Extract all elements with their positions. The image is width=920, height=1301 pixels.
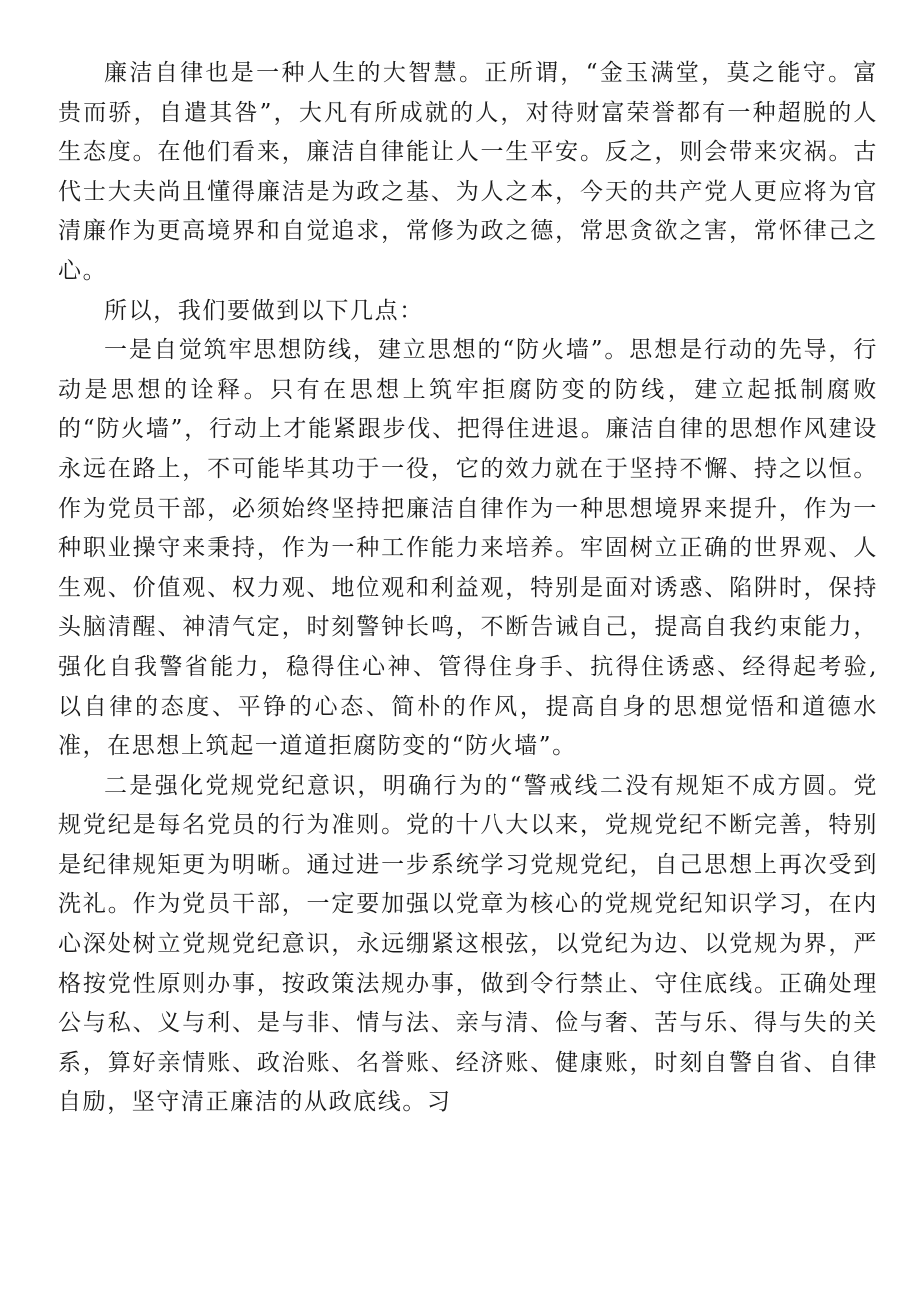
paragraph-4: 二是强化党规党纪意识，明确行为的“警戒线二没有规矩不成方圆。党规党纪是每名党员的行为准则。党的十八大以来，党规党纪不断完善，特别是纪律规矩更为明晰。通过进一步系统学习党规党纪，自己思想上再次受到洗礼。作为党员干部，一定要加强以党章为核心的党规党纪知识学习，在内心深处树立党规党纪意识，永远绷紧这根弦，以党纪为边、以党规为界，严格按党性原则办事，按政策法规办事，做到令行禁止、守住底线。正确处理公与私、义与利、是与非、情与法、亲与清、俭与奢、苦与乐、得与失的关系，算好亲情账、政治账、名誉账、经济账、健康账，时刻自警自省、自律自励，坚守清正廉洁的从政底线。习 <box>58 772 878 1116</box>
paragraph-3: 一是自觉筑牢思想防线，建立思想的“防火墙”。思想是行动的先导，行动是思想的诠释。只有在思想上筑牢拒腐防变的防线，建立起抵制腐败的“防火墙”，行动上才能紧跟步伐、把得住进退。廉洁自律的思想作风建设永远在路上，不可能毕其功于一役，它的效力就在于坚持不懈、持之以恒。作为党员干部，必须始终坚持把廉洁自律作为一种思想境界来提升，作为一种职业操守来秉持，作为一种工作能力来培养。牢固树立正确的世界观、人生观、价值观、权力观、地位观和利益观，特别是面对诱惑、陷阱时，保持头脑清醒、神清气定，时刻警钟长鸣，不断告诫自己，提高自我约束能力，强化自我警省能力，稳得住心神、管得住身手、抗得住诱惑、经得起考验,以自律的态度、平铮的心态、简朴的作风，提高自身的思想觉悟和道德水准，在思想上筑起一道道拒腐防变的“防火墙”。 <box>58 337 878 760</box>
paragraph-2: 所以，我们要做到以下几点： <box>104 297 424 324</box>
document-body <box>58 54 878 1123</box>
paragraph-1: 廉洁自律也是一种人生的大智慧。正所谓，“金玉满堂，莫之能守。富贵而骄，自遣其咎”，大凡有所成就的人，对待财富荣誉都有一种超脱的人生态度。在他们看来，廉洁自律能让人一生平安。反之，则会带来灾祸。古代士大夫尚且懂得廉洁是为政之基、为人之本，今天的共产党人更应将为官清廉作为更高境界和自觉追求，常修为政之德，常思贪欲之害，常怀律己之心。 <box>58 60 878 284</box>
